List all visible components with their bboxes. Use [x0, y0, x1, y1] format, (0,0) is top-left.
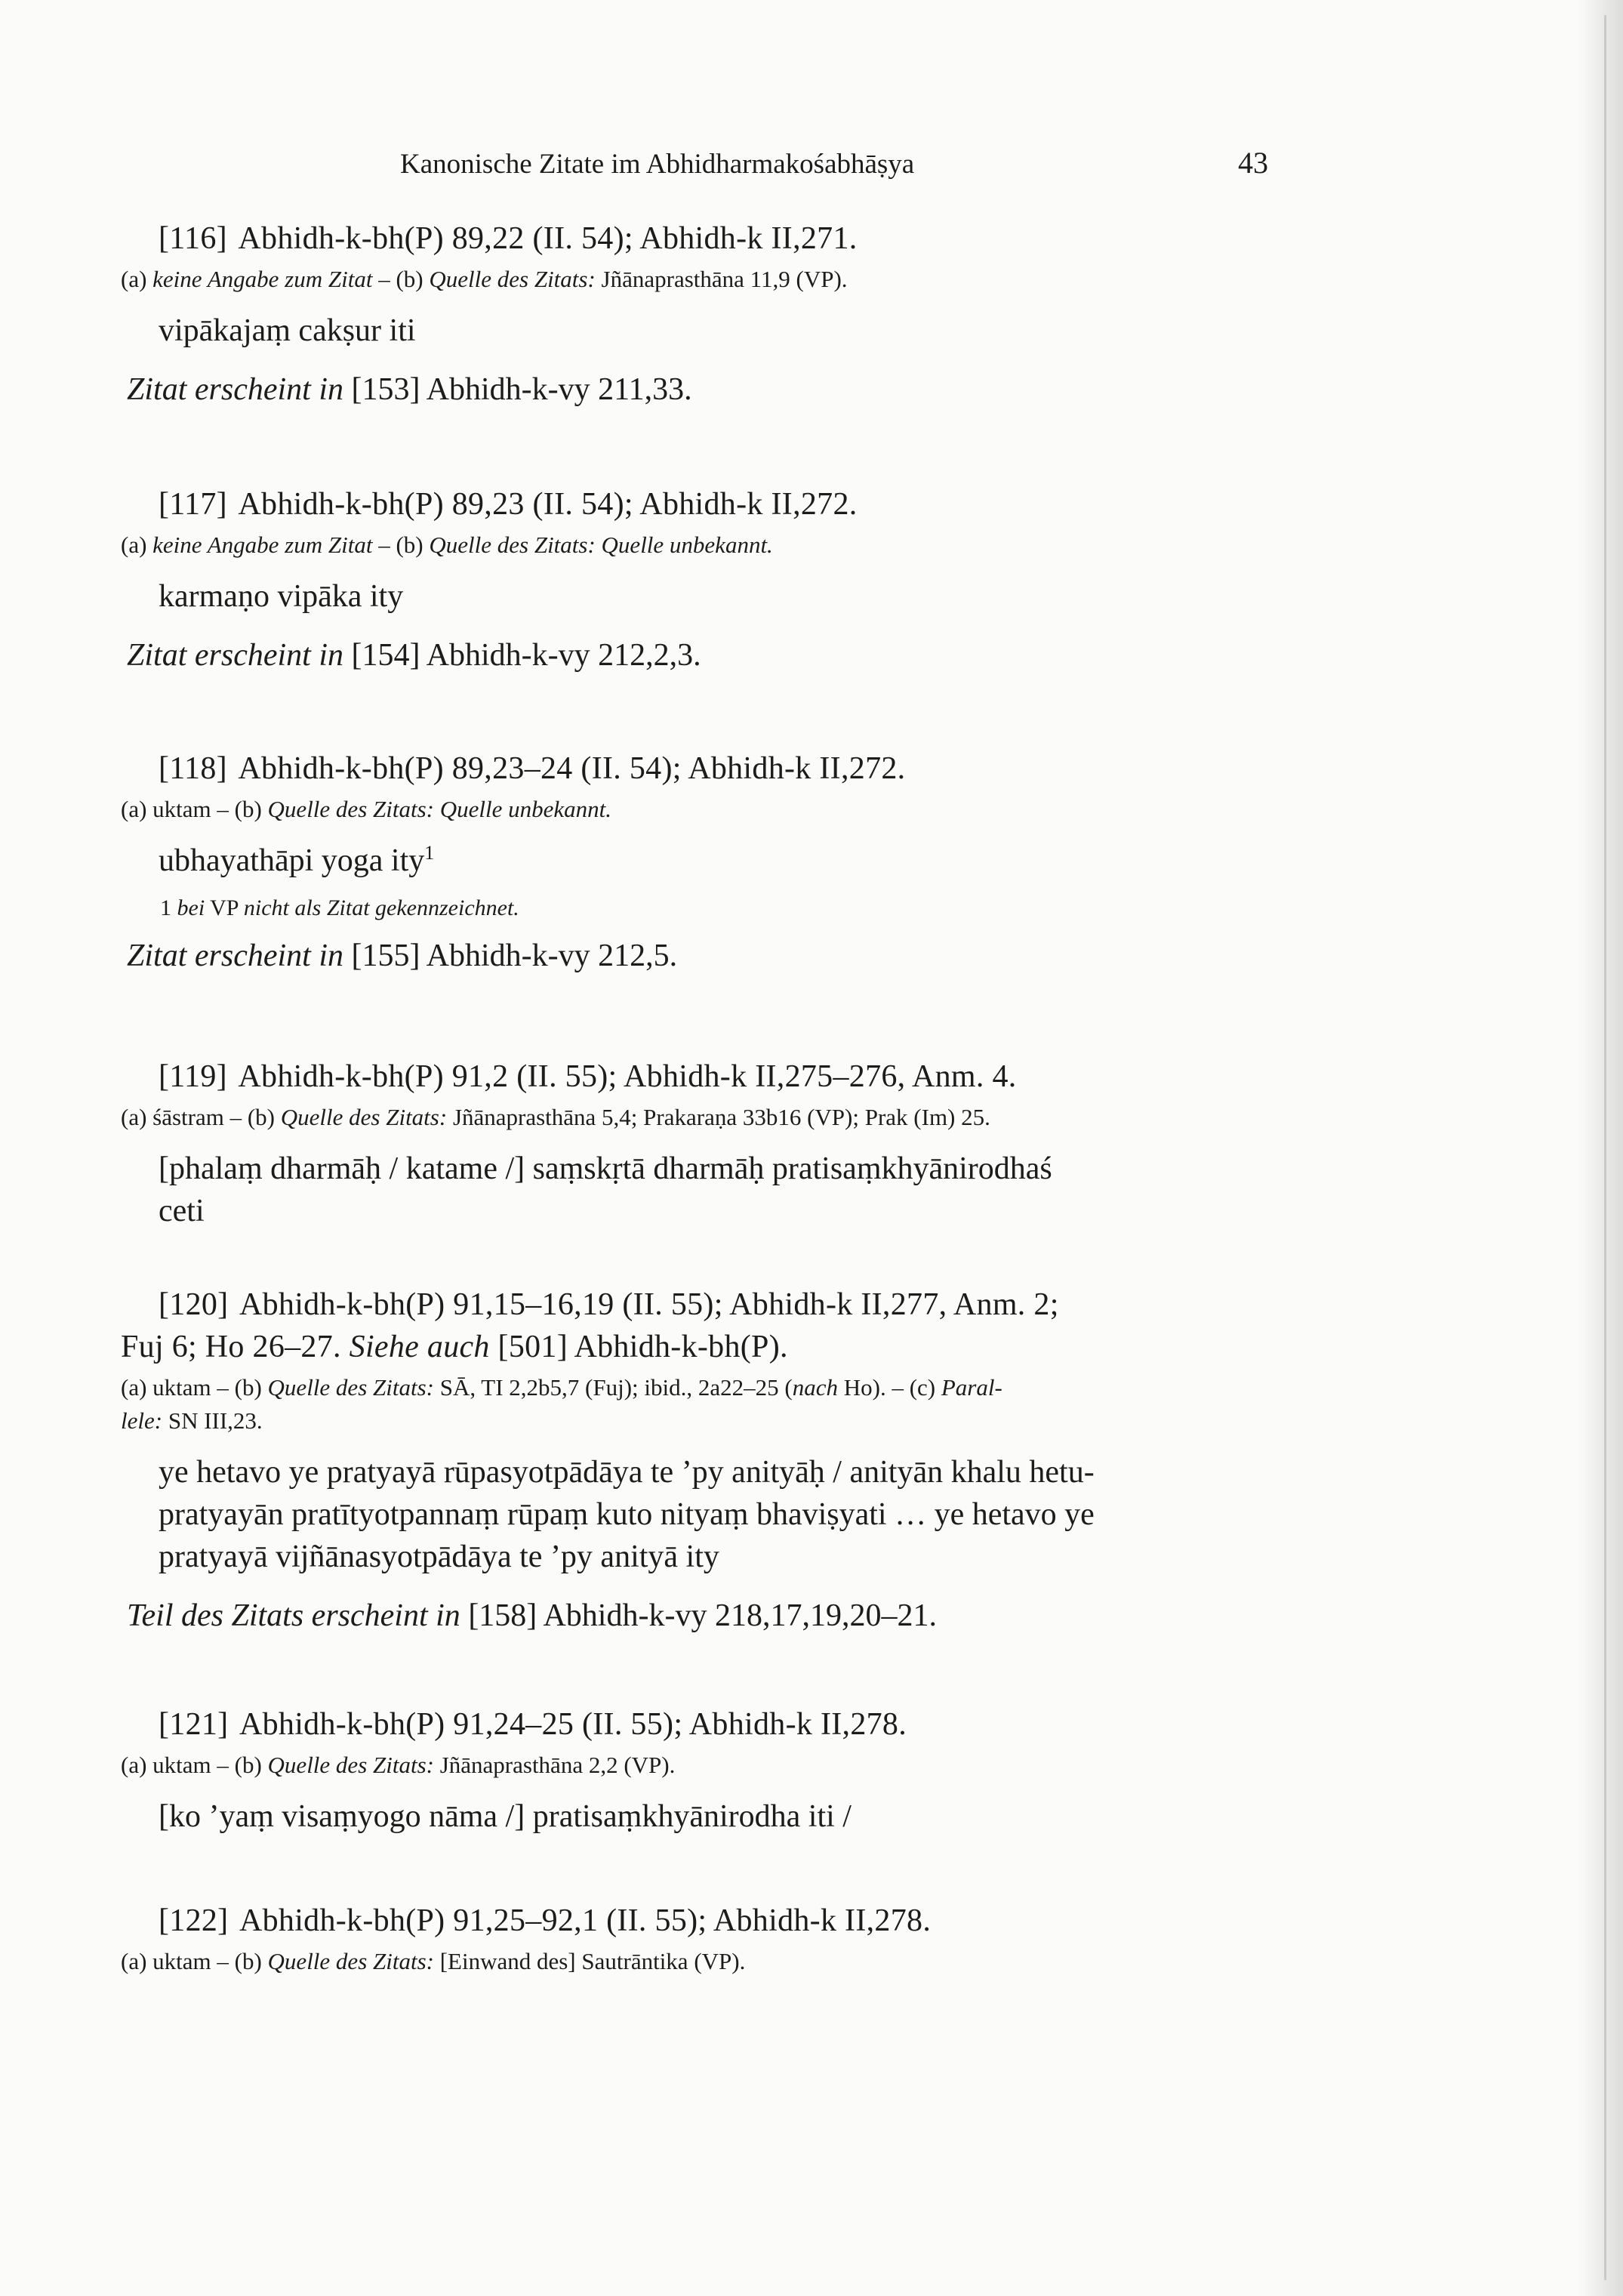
- quote-text: karmaṇo vipāka ity: [159, 579, 404, 614]
- meta-italic: lele:: [121, 1407, 163, 1434]
- meta-line: [121, 1404, 1306, 1438]
- page-number: 43: [1238, 146, 1268, 180]
- entry-number: [116]: [159, 221, 227, 256]
- entry-reference: Abhidh-k-bh(P) 89,22 (II. 54); Abhidh-k II,271.: [238, 221, 858, 256]
- quote-text: [121, 1148, 1306, 1232]
- meta-b: – (b): [211, 796, 268, 822]
- meta-b-italic: Quelle des Zitats:: [280, 1104, 448, 1130]
- meta-a: (a) uktam – (b): [121, 1374, 268, 1401]
- quote-line: pratyayān pratītyotpannaṃ rūpaṃ kuto nityaṃ bhaviṣyati … ye hetavo ye: [159, 1497, 1095, 1532]
- entry-meta: [121, 1749, 1306, 1782]
- entry-heading: [121, 747, 1306, 790]
- ref2-plain: Fuj 6; Ho 26–27.: [121, 1330, 350, 1364]
- appears-line: [121, 368, 1306, 411]
- entry-meta: [121, 1945, 1306, 1978]
- appears-rest: [154] Abhidh-k-vy 212,2,3.: [343, 638, 701, 673]
- entry-number: [121]: [159, 1707, 229, 1742]
- meta-b-italic: Quelle des Zitats:: [429, 266, 596, 292]
- appears-line: [121, 1595, 1306, 1637]
- meta-b-italic: Quelle des Zitats:: [267, 1948, 434, 1974]
- meta-b: – (b): [372, 266, 430, 292]
- meta-c: Ho). – (c): [837, 1374, 941, 1401]
- appears-rest: [155] Abhidh-k-vy 212,5.: [343, 938, 678, 973]
- entry-number: [117]: [159, 487, 227, 522]
- meta-a: (a): [121, 266, 153, 292]
- entry-meta: [121, 793, 1306, 826]
- quote-line: [phalaṃ dharmāḥ / katame /] saṃskṛtā dharmāḥ pratisaṃkhyānirodhaś: [159, 1151, 1052, 1186]
- running-header: [400, 148, 1306, 193]
- appears-line: [121, 634, 1306, 676]
- entry-reference: Abhidh-k-bh(P) 91,15–16,19 (II. 55); Abhidh-k II,277, Anm. 2;: [239, 1287, 1059, 1322]
- meta-a: (a) śāstram: [121, 1104, 224, 1130]
- entry-heading: [121, 1284, 1306, 1326]
- entry-heading: [121, 483, 1306, 525]
- meta-rest: SN III,23.: [162, 1407, 263, 1434]
- entry-meta: [121, 263, 1306, 296]
- appears-italic: Teil des Zitats erscheint in: [127, 1598, 460, 1633]
- entry-117: [121, 483, 1306, 676]
- quote-line: ceti: [159, 1194, 205, 1228]
- quote-text: vipākajaṃ cakṣur iti: [159, 313, 416, 348]
- appears-rest: [158] Abhidh-k-vy 218,17,19,20–21.: [460, 1598, 937, 1633]
- meta-a-italic: keine Angabe zum Zitat: [152, 532, 373, 558]
- footnote-italic-b: nicht als Zitat gekennzeichnet.: [243, 895, 519, 920]
- meta-nach: nach: [792, 1374, 838, 1401]
- meta-italic: Quelle des Zitats:: [267, 1374, 434, 1401]
- meta-a: (a): [121, 532, 153, 558]
- meta-b: – (b): [211, 1948, 268, 1974]
- page-edge-shadow: [1578, 0, 1623, 2296]
- entry-119: [121, 1056, 1306, 1232]
- meta-rest: Jñānaprasthāna 5,4; Prakaraṇa 33b16 (VP); Prak (Im) 25.: [447, 1104, 990, 1130]
- meta-paral: Paral-: [941, 1374, 1002, 1401]
- quote-line: ye hetavo ye pratyayā rūpasyotpādāya te ’py anityāḥ / anityān khalu hetu-: [159, 1455, 1095, 1490]
- quote-text: [121, 1451, 1306, 1578]
- meta-b-italic: Quelle des Zitats: Quelle unbekannt.: [267, 796, 611, 822]
- entry-116: [121, 217, 1306, 411]
- appears-line: [121, 935, 1306, 977]
- entry-number: [118]: [159, 751, 227, 786]
- entry-reference: Abhidh-k-bh(P) 89,23–24 (II. 54); Abhidh-k II,272.: [238, 751, 906, 786]
- entry-heading: [121, 1900, 1306, 1942]
- meta-b-italic: Quelle des Zitats:: [267, 1752, 434, 1778]
- footnote-number: 1: [160, 895, 177, 920]
- entry-reference: Abhidh-k-bh(P) 91,24–25 (II. 55); Abhidh-k II,278.: [239, 1707, 907, 1742]
- entry-heading: [121, 1056, 1306, 1098]
- entry-122: [121, 1900, 1306, 1978]
- meta-a-italic: keine Angabe zum Zitat: [152, 266, 373, 292]
- entry-number: [122]: [159, 1903, 229, 1938]
- ref2-italic: Siehe auch: [349, 1330, 490, 1364]
- entry-reference: Abhidh-k-bh(P) 91,2 (II. 55); Abhidh-k II,275–276, Anm. 4.: [238, 1059, 1017, 1094]
- footnote-plain: VP: [205, 895, 244, 920]
- entry-meta: [121, 1101, 1306, 1134]
- entry-heading: [121, 217, 1306, 260]
- appears-italic: Zitat erscheint in: [127, 638, 343, 673]
- quote-line: pratyayā vijñānasyotpādāya te ’py anityā ity: [159, 1539, 719, 1574]
- entry-reference: Abhidh-k-bh(P) 91,25–92,1 (II. 55); Abhidh-k II,278.: [239, 1903, 932, 1938]
- entry-heading: [121, 1703, 1306, 1746]
- footnote-marker: 1: [424, 842, 435, 864]
- footnote-italic-a: bei: [177, 895, 205, 920]
- entry-121: [121, 1703, 1306, 1838]
- meta-a: (a) uktam: [121, 1752, 211, 1778]
- quote-text: [ko ’yaṃ visaṃyogo nāma /] pratisaṃkhyānirodha iti /: [159, 1799, 852, 1834]
- entry-120: [121, 1284, 1306, 1637]
- appears-italic: Zitat erscheint in: [127, 372, 343, 407]
- meta-a: (a) uktam: [121, 796, 211, 822]
- meta-b-italic: Quelle des Zitats: Quelle unbekannt.: [429, 532, 773, 558]
- quote-body: ubhayathāpi yoga ity: [159, 843, 425, 878]
- meta-b: SĀ, TI 2,2b5,7 (Fuj); ibid., 2a22–25 (: [433, 1374, 793, 1401]
- quote-text: [121, 840, 1306, 882]
- appears-rest: [153] Abhidh-k-vy 211,33.: [343, 372, 692, 407]
- meta-rest: Jñānaprasthāna 2,2 (VP).: [433, 1752, 676, 1778]
- meta-rest: Jñānaprasthāna 11,9 (VP).: [595, 266, 848, 292]
- meta-a: (a) uktam: [121, 1948, 211, 1974]
- entry-heading-continued: [121, 1326, 1306, 1368]
- entry-number: [119]: [159, 1059, 227, 1094]
- ref2-rest: [501] Abhidh-k-bh(P).: [489, 1330, 788, 1364]
- page-edge-line: [1604, 15, 1606, 2280]
- meta-b: – (b): [223, 1104, 281, 1130]
- header-title: Kanonische Zitate im Abhidharmakośabhāṣya: [400, 149, 915, 180]
- meta-line: [121, 1371, 1306, 1404]
- entry-meta: [121, 1371, 1306, 1438]
- appears-italic: Zitat erscheint in: [127, 938, 343, 973]
- meta-b: – (b): [372, 532, 430, 558]
- entry-reference: Abhidh-k-bh(P) 89,23 (II. 54); Abhidh-k II,272.: [238, 487, 858, 522]
- entry-number: [120]: [159, 1287, 229, 1322]
- meta-b: – (b): [211, 1752, 268, 1778]
- entry-118: [121, 747, 1306, 977]
- footnote: [121, 892, 1306, 924]
- meta-rest: [Einwand des] Sautrāntika (VP).: [433, 1948, 746, 1974]
- entry-meta: [121, 529, 1306, 562]
